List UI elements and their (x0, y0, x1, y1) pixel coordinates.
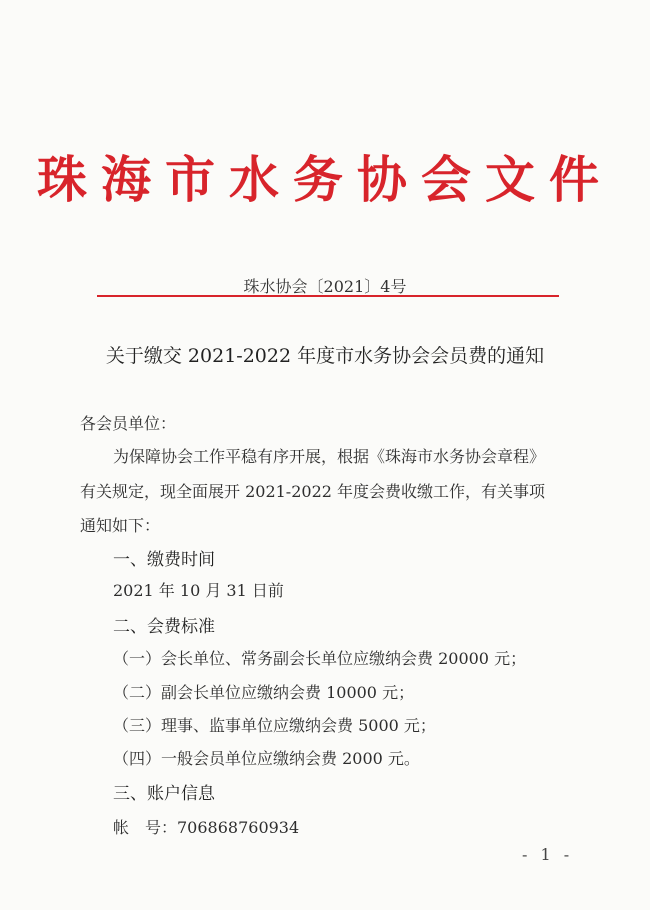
notice-title: 关于缴交 2021-2022 年度市水务协会会员费的通知 (105, 345, 545, 367)
fee-item-3: （三）理事、监事单位应缴纳会费 5000 元； (113, 716, 436, 735)
salutation: 各会员单位： (80, 414, 177, 433)
document-header-title: 珠海市水务协会文件 (37, 151, 613, 209)
fee-item-4: （四）一般会员单位应缴纳会费 2000 元。 (113, 749, 420, 768)
fee-item-2: （二）副会长单位应缴纳会费 10000 元； (113, 683, 415, 702)
section-1-content: 2021 年 10 月 31 日前 (113, 581, 284, 600)
page-number: - 1 - (522, 845, 574, 864)
section-3-heading: 三、账户信息 (113, 784, 215, 804)
section-1-heading: 一、缴费时间 (113, 550, 215, 570)
section-2-heading: 二、会费标准 (113, 617, 215, 637)
red-divider-line (97, 295, 559, 297)
account-number: 帐 号：706868760934 (113, 818, 300, 837)
intro-line-1: 为保障协会工作平稳有序开展，根据《珠海市水务协会章程》 (113, 447, 546, 466)
intro-line-2: 有关规定，现全面展开 2021-2022 年度会费收缴工作，有关事项 (80, 482, 546, 501)
document-number: 珠水协会〔2021〕4号 (243, 277, 407, 296)
fee-item-1: （一）会长单位、常务副会长单位应缴纳会费 20000 元； (113, 649, 527, 668)
intro-line-3: 通知如下： (80, 516, 161, 535)
